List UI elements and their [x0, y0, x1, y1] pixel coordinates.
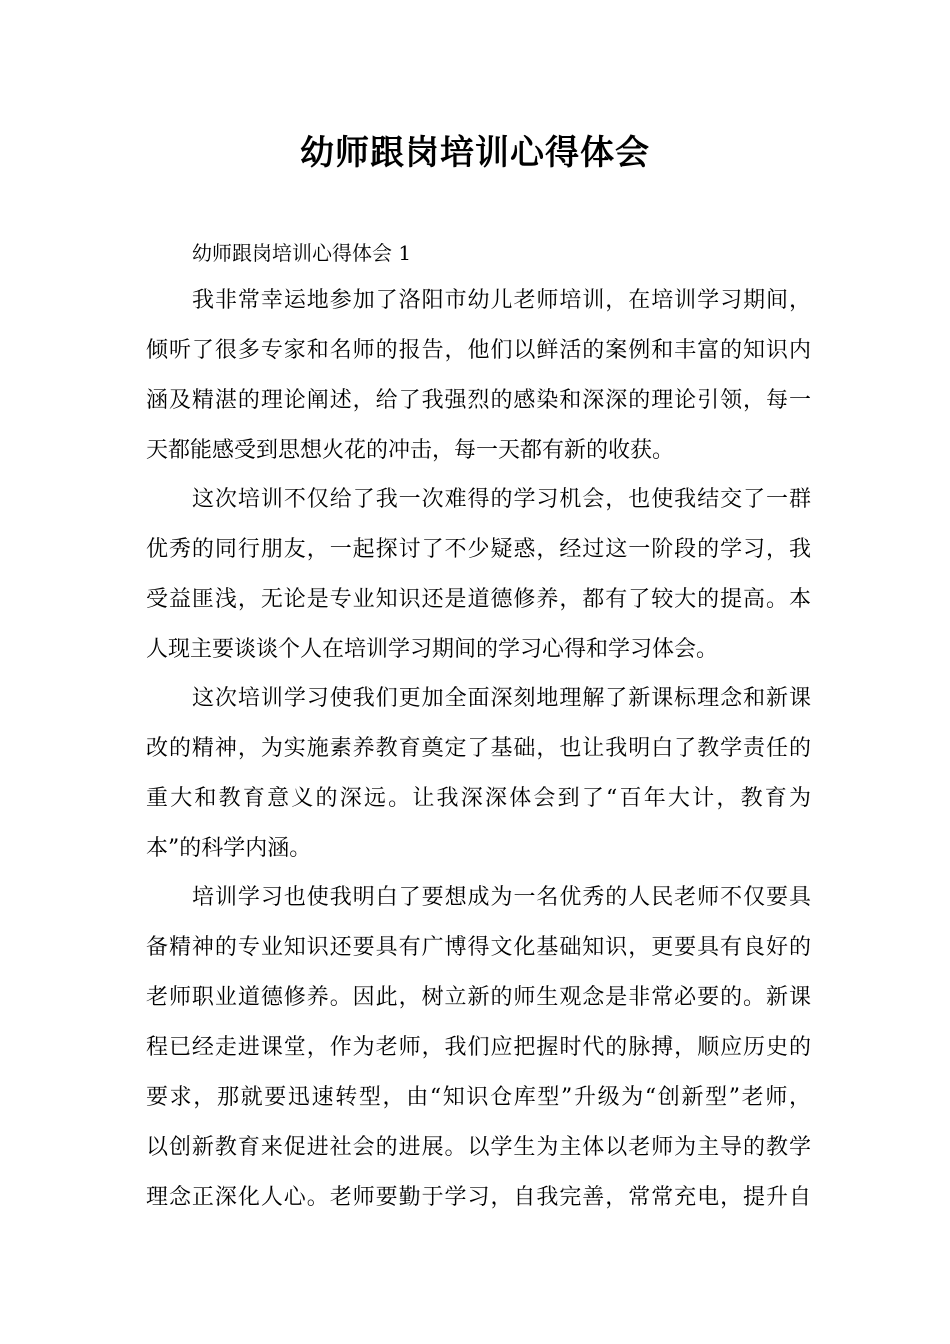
text-line: 本”的科学内涵。 [146, 836, 312, 861]
paragraph-1 [146, 276, 811, 476]
text-line: 我非常幸运地参加了洛阳市幼儿老师培训，在培训学习期间， [192, 288, 811, 313]
text-line: 重大和教育意义的深远。让我深深体会到了“百年大计，教育为 [146, 786, 811, 811]
text-line: 备精神的专业知识还要具有广博得文化基础知识，更要具有良好的 [146, 935, 811, 960]
text-line: 倾听了很多专家和名师的报告，他们以鲜活的案例和丰富的知识内 [146, 338, 811, 363]
text-line: 人现主要谈谈个人在培训学习期间的学习心得和学习体会。 [146, 637, 719, 662]
text-line: 涵及精湛的理论阐述，给了我强烈的感染和深深的理论引领，每一 [146, 388, 811, 413]
text-line: 老师职业道德修养。因此，树立新的师生观念是非常必要的。新课 [146, 985, 811, 1010]
document-title: 幼师跟岗培训心得体会 [300, 133, 650, 173]
text-line: 培训学习也使我明白了要想成为一名优秀的人民老师不仅要具 [192, 885, 811, 910]
paragraph-2 [146, 475, 811, 675]
section-heading: 幼师跟岗培训心得体会 1 [192, 241, 412, 265]
text-line: 改的精神，为实施素养教育奠定了基础，也让我明白了教学责任的 [146, 736, 811, 761]
text-line: 程已经走进课堂，作为老师，我们应把握时代的脉搏，顺应历史的 [146, 1035, 811, 1060]
text-line: 以创新教育来促进社会的进展。以学生为主体以老师为主导的教学 [146, 1135, 811, 1160]
text-line: 要求，那就要迅速转型，由“知识仓库型”升级为“创新型”老师， [146, 1085, 811, 1110]
text-line: 这次培训不仅给了我一次难得的学习机会，也使我结交了一群 [192, 487, 811, 512]
text-line: 天都能感受到思想火花的冲击，每一天都有新的收获。 [146, 438, 675, 463]
paragraph-3 [146, 674, 811, 874]
paragraph-4 [146, 873, 811, 1223]
text-line: 受益匪浅，无论是专业知识还是道德修养，都有了较大的提高。本 [146, 587, 811, 612]
text-line: 理念正深化人心。老师要勤于学习，自我完善，常常充电，提升自 [146, 1185, 811, 1210]
text-line: 这次培训学习使我们更加全面深刻地理解了新课标理念和新课 [192, 686, 811, 711]
text-line: 优秀的同行朋友，一起探讨了不少疑惑，经过这一阶段的学习，我 [146, 537, 811, 562]
